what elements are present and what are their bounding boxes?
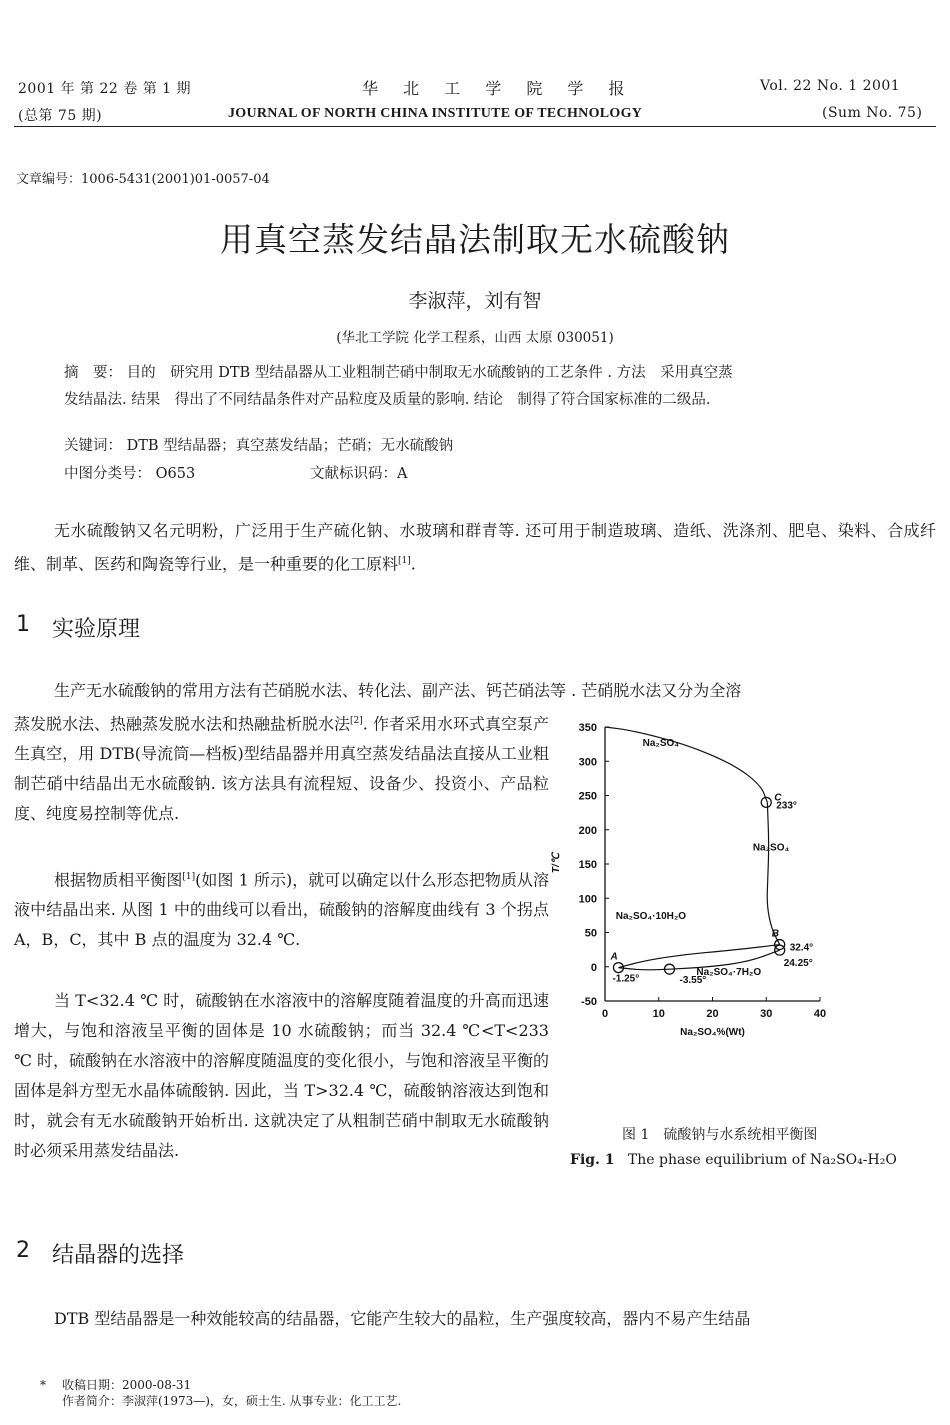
article-title: 用真空蒸发结晶法制取无水硫酸钠 [220,220,730,259]
region-label: Na₂SO₄·7H₂O [696,966,762,978]
point-name-label: C [774,792,782,804]
x-axis-label: Na₂SO₄%(Wt) [680,1027,745,1038]
phase-curve-2 [618,945,779,968]
section-1-title: 实验原理 [52,617,141,642]
s1p2-paragraph: 根据物质相平衡图[1](如图 1 所示)，就可以确定以什么形态把物质从溶液中结晶出来. 从图 1 中的曲线可以看出，硫酸钠的溶解度曲线有 3 个拐点 A，B，C，其中 B 点的温度为 32.4 ℃. [14,870,549,950]
point-name-label: A [610,951,618,963]
footnote-star: * [40,1378,46,1392]
header-journal-en: JOURNAL OF NORTH CHINA INSTITUTE OF TECHNOLOGY [228,106,643,121]
intro-paragraph: 无水硫酸钠又名元明粉，广泛用于生产硫化钠、水玻璃和群青等. 还可用于制造玻璃、造纸、洗涤剂、肥皂、染料、合成纤维、制革、医药和陶瓷等行业，是一种重要的化工原料[1]. [14,521,936,574]
point-temperature-label: -3.55° [679,975,707,987]
point-name-label: B [771,928,779,940]
y-tick-label: 250 [578,790,597,803]
y-axis-label: T/℃ [551,852,562,874]
point-temperature-label: 233° [776,800,797,812]
s1p1-paragraph: 蒸发脱水法、热融蒸发脱水法和热融盐析脱水法[2]. 作者采用水环式真空泵产生真空，用 DTB(导流筒—档板)型结晶器并用真空蒸发结晶法直接从工业粗制芒硝中结晶出无水硫酸钠. 该方法具有流程短、设备少、投资小、产品粒度、纯度易控制等优点. [14,714,549,824]
x-tick-label: 30 [760,1008,773,1020]
y-tick-label: 300 [578,756,597,769]
footnote-author-bio: 作者简介：李淑萍(1973—)，女，硕士生. 从事专业：化工工艺. [62,1394,402,1408]
section-2-title: 结晶器的选择 [52,1243,185,1268]
x-tick-label: 0 [601,1008,609,1020]
phase-curve-0 [605,727,767,802]
y-tick-label: 50 [584,927,597,940]
x-tick-label: 20 [706,1008,719,1020]
header-volume: Vol. 22 No. 1 2001 [760,78,901,94]
x-tick-label: 40 [813,1008,827,1020]
point-temperature-label: 32.4° [789,942,814,954]
region-label: Na₂SO₄ [642,738,680,750]
figure-caption-en: Fig. 1 The phase equilibrium of Na₂SO₄-H₂O [570,1152,897,1168]
phase-curve-1 [767,802,779,944]
s1p1-first-line: 生产无水硫酸钠的常用方法有芒硝脱水法、转化法、副产法、钙芒硝法等 . 芒硝脱水法又分为全溶 [54,681,742,700]
phase-curve-3 [618,968,669,970]
s2p1-paragraph: DTB 型结晶器是一种效能较高的结晶器，它能产生较大的晶粒，生产强度较高，器内不易产生结晶 [54,1309,751,1328]
y-tick-label: 350 [578,722,597,734]
region-label: Na₂SO₄ [752,842,790,854]
header-sum-no: (Sum No. 75) [822,105,923,121]
header-issue: 2001 年 第 22 卷 第 1 期 [18,81,192,97]
citation-2[interactable]: [2] [350,716,363,726]
point-temperature-label: 24.25° [783,958,813,970]
clc-number: 中图分类号： O653 [64,466,196,482]
figure-caption-cn: 图 1 硫酸钠与水系统相平衡图 [622,1127,818,1143]
section-2-number: 2 [16,1238,30,1263]
header-total-issue: (总第 75 期) [18,108,103,124]
phase-diagram-chart [551,715,845,1055]
abstract-line-2: 发结晶法. 结果 得出了不同结晶条件对产品粒度及质量的影响. 结论 制得了符合国家标准的二级品. [64,392,711,408]
x-tick-label: 10 [652,1008,665,1020]
abstract-line-1: 摘 要： 目的 研究用 DTB 型结晶器从工业粗制芒硝中制取无水硫酸钠的工艺条件 . 方法 采用真空蒸 [64,365,733,381]
y-tick-label: 200 [578,824,597,837]
section-1-number: 1 [16,612,30,637]
point-temperature-label: -1.25° [612,973,640,985]
keywords: 关键词： DTB 型结晶器；真空蒸发结晶；芒硝；无水硫酸钠 [64,438,454,454]
article-number: 文章编号：1006-5431(2001)01-0057-04 [16,172,270,187]
citation-1b[interactable]: [1] [182,872,196,882]
y-tick-label: 100 [578,893,597,906]
y-tick-label: 150 [578,859,597,871]
footnote-received: 收稿日期：2000-08-31 [62,1378,192,1392]
y-tick-label: 0 [590,961,597,974]
header-journal-cn: 华 北 工 学 院 学 报 [362,79,635,98]
s1p3-paragraph: 当 T<32.4 ℃ 时，硫酸钠在水溶液中的溶解度随着温度的升高而迅速增大，与饱和溶液呈平衡的固体是 10 水硫酸钠；而当 32.4 ℃<T<233 ℃ 时，硫酸钠在水溶液中的溶解度随温度的变化很小，与饱和溶液呈平衡的固体是斜方型无水晶体硫酸钠. 因此，当 T>32.4 ℃，硫酸钠溶液达到饱和时，就会有无水硫酸钠开始析出. 这就决定了从粗制芒硝中制取无水硫酸钠时必须采用蒸发结晶法. [14,991,549,1160]
document-code: 文献标识码：A [310,466,408,482]
article-affiliation: (华北工学院 化学工程系，山西 太原 030051) [336,330,614,346]
article-authors: 李淑萍，刘有智 [408,290,542,312]
citation-1[interactable]: [1] [398,556,411,566]
region-label: Na₂SO₄·10H₂O [615,910,687,922]
y-tick-label: -50 [581,996,597,1008]
header-rule [14,126,936,127]
